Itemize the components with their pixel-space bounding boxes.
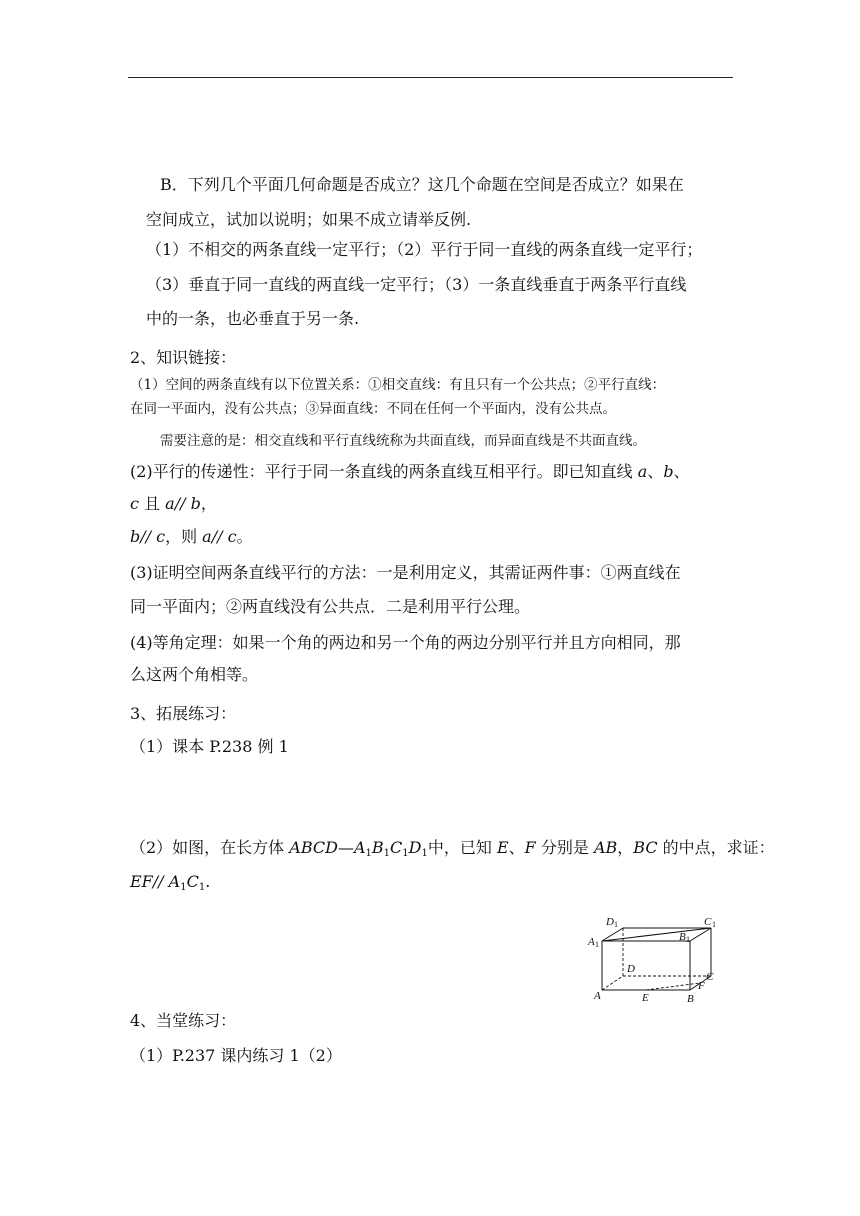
label-A1-sub: 1	[595, 940, 599, 949]
label-B: B	[687, 993, 694, 1005]
label-D: D	[627, 963, 635, 975]
section2-p2-line-2: c 且 a// b，	[130, 494, 217, 513]
section4-exercise-1: （1）P.237 课内练习 1（2）	[130, 1046, 342, 1065]
section3-exercise-2-line-1: （2）如图，在长方体 $ABCD—A_1B_1C_1D_1$中，已知 E、F 分别是 AB，BC 的中点，求证：	[130, 838, 775, 859]
partB-line-5: 中的一条，也必垂直于另一条.	[146, 309, 360, 328]
label-A: A	[594, 990, 601, 1002]
section2-p4-line-1: (4)等角定理：如果一个角的两边和另一个角的两边分别平行并且方向相同，那	[130, 633, 681, 652]
section2-p2-line-1: (2)平行的传递性：平行于同一条直线的两条直线互相平行。即已知直线 a、b、	[130, 462, 690, 481]
label-A1: A	[588, 936, 595, 948]
label-D1: D	[606, 916, 614, 928]
section3-heading: 3、拓展练习：	[130, 704, 237, 723]
label-E: E	[642, 992, 649, 1004]
label-B1: B	[679, 931, 686, 943]
label-C: C	[706, 971, 714, 983]
section2-p3-line-2: 同一平面内；②两直线没有公共点．二是利用平行公理。	[130, 597, 531, 616]
partB-line-3: （1）不相交的两条直线一定平行；（2）平行于同一直线的两条直线一定平行；	[146, 240, 703, 259]
label-C1-sub: 1	[712, 920, 716, 929]
section2-p4-line-2: 么这两个角相等。	[130, 665, 259, 684]
header-rule	[128, 77, 733, 78]
section3-exercise-1: （1）课本 P.238 例 1	[130, 737, 289, 756]
label-B1-sub: 1	[686, 935, 690, 944]
section4-heading: 4、当堂练习：	[130, 1011, 237, 1030]
label-F: F	[698, 980, 705, 992]
section2-heading: 2、知识链接：	[130, 348, 237, 367]
partB-line-2: 空间成立，试加以说明；如果不成立请举反例.	[146, 210, 472, 229]
section2-p2-line-3: b// c，则 a// c。	[130, 527, 253, 546]
partB-line-4: （3）垂直于同一直线的两直线一定平行；（3）一条直线垂直于两条平行直线	[146, 275, 687, 294]
partB-line-1: B．下列几个平面几何命题是否成立？这几个命题在空间是否成立？如果在	[160, 175, 684, 194]
label-D1-sub: 1	[614, 920, 618, 929]
section3-exercise-2-line-2: EF// $A_1C_1$.	[130, 872, 211, 893]
label-C1: C	[704, 916, 712, 928]
cuboid-figure	[585, 912, 730, 1007]
section2-p3-line-1: (3)证明空间两条直线平行的方法：一是利用定义，其需证两件事：①两直线在	[130, 563, 681, 582]
section2-note: 需要注意的是：相交直线和平行直线统称为共面直线，而异面直线是不共面直线。	[160, 433, 646, 449]
section2-p1-line-2: 在同一平面内，没有公共点；③异面直线：不同在任何一个平面内，没有公共点。	[130, 401, 616, 417]
section2-p1-line-1: （1）空间的两条直线有以下位置关系：①相交直线：有且只有一个公共点；②平行直线：	[130, 377, 666, 393]
